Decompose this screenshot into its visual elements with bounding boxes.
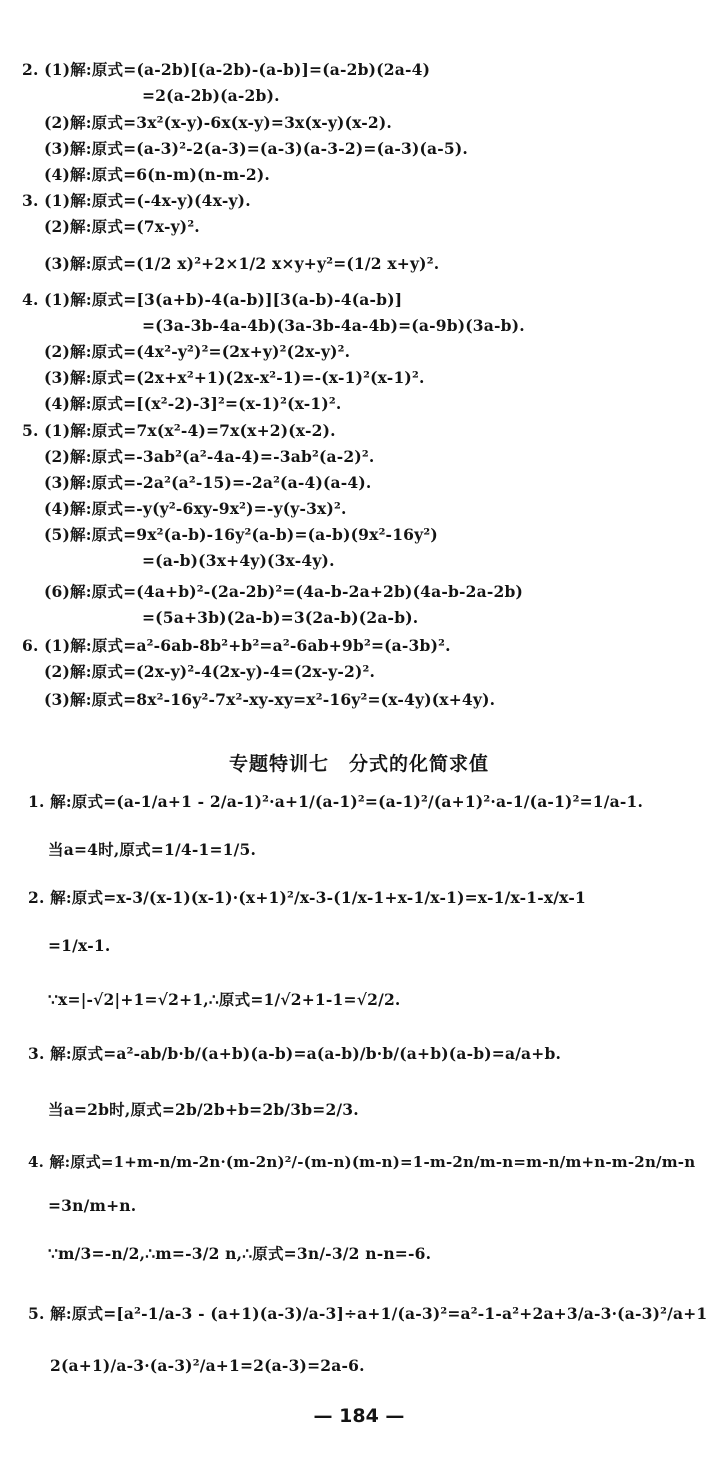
- answer-line: (3)解:原式=-2a²(a²-15)=-2a²(a-4)(a-4).: [44, 473, 372, 492]
- answer-line: =2(a-2b)(a-2b).: [142, 86, 280, 105]
- answer-line: 当a=2b时,原式=2b/2b+b=2b/3b=2/3.: [48, 1100, 359, 1119]
- answer-line: (3)解:原式=8x²-16y²-7x²-xy-xy=x²-16y²=(x-4y)(x+4y).: [44, 690, 496, 709]
- answer-line: (3)解:原式=(a-3)²-2(a-3)=(a-3)(a-3-2)=(a-3)(a-5).: [44, 139, 469, 158]
- answer-line: (3)解:原式=(2x+x²+1)(2x-x²-1)=-(x-1)²(x-1)².: [44, 368, 425, 387]
- answer-line: 3. 解:原式=a²-ab/b·b/(a+b)(a-b)=a(a-b)/b·b/(a+b)(a-b)=a/a+b.: [28, 1044, 562, 1063]
- answer-line: (2)解:原式=3x²(x-y)-6x(x-y)=3x(x-y)(x-2).: [44, 113, 393, 132]
- answer-line: =(a-b)(3x+4y)(3x-4y).: [142, 551, 335, 570]
- answer-line: 4. (1)解:原式=[3(a+b)-4(a-b)][3(a-b)-4(a-b)]: [22, 290, 403, 309]
- section-title: 专题特训七 分式的化简求值: [228, 753, 489, 775]
- answer-line: (5)解:原式=9x²(a-b)-16y²(a-b)=(a-b)(9x²-16y²): [44, 525, 438, 544]
- answer-line: =1/x-1.: [48, 936, 111, 955]
- answer-line: (4)解:原式=-y(y²-6xy-9x²)=-y(y-3x)².: [44, 499, 347, 518]
- answer-line: 2. 解:原式=x-3/(x-1)(x-1)·(x+1)²/x-3-(1/x-1+x-1/x-1)=x-1/x-1-x/x-1: [28, 888, 586, 907]
- page-number: — 184 —: [313, 1405, 405, 1427]
- answer-line: =3n/m+n.: [48, 1196, 137, 1215]
- answer-line: (2)解:原式=(4x²-y²)²=(2x+y)²(2x-y)².: [44, 342, 351, 361]
- answer-line: 1. 解:原式=(a-1/a+1 - 2/a-1)²·a+1/(a-1)²=(a-1)²/(a+1)²·a-1/(a-1)²=1/a-1.: [28, 792, 644, 811]
- answer-line: 5. (1)解:原式=7x(x²-4)=7x(x+2)(x-2).: [22, 421, 336, 440]
- answer-line: (4)解:原式=6(n-m)(n-m-2).: [44, 165, 271, 184]
- answer-line: 3. (1)解:原式=(-4x-y)(4x-y).: [22, 191, 251, 210]
- answer-line: (2)解:原式=-3ab²(a²-4a-4)=-3ab²(a-2)².: [44, 447, 375, 466]
- answer-line: (2)解:原式=(2x-y)²-4(2x-y)-4=(2x-y-2)².: [44, 662, 376, 681]
- answer-line: 5. 解:原式=[a²-1/a-3 - (a+1)(a-3)/a-3]÷a+1/(a-3)²=a²-1-a²+2a+3/a-3·(a-3)²/a+1: [28, 1304, 708, 1323]
- answer-line: =(5a+3b)(2a-b)=3(2a-b)(2a-b).: [142, 608, 419, 627]
- answer-line: (3)解:原式=(1/2 x)²+2×1/2 x×y+y²=(1/2 x+y)².: [44, 254, 440, 273]
- answer-line: 6. (1)解:原式=a²-6ab-8b²+b²=a²-6ab+9b²=(a-3b)².: [22, 636, 451, 655]
- answer-line: 4. 解:原式=1+m-n/m-2n·(m-2n)²/-(m-n)(m-n)=1-m-2n/m-n=m-n/m+n-m-2n/m-n: [28, 1153, 696, 1171]
- answer-line: ∵m/3=-n/2,∴m=-3/2 n,∴原式=3n/-3/2 n-n=-6.: [48, 1244, 432, 1263]
- answer-line: (6)解:原式=(4a+b)²-(2a-2b)²=(4a-b-2a+2b)(4a-b-2a-2b): [44, 582, 524, 601]
- answer-line: 当a=4时,原式=1/4-1=1/5.: [48, 840, 257, 859]
- answer-line: 2. (1)解:原式=(a-2b)[(a-2b)-(a-b)]=(a-2b)(2a-4): [22, 60, 431, 79]
- answer-line: 2(a+1)/a-3·(a-3)²/a+1=2(a-3)=2a-6.: [50, 1356, 365, 1375]
- answer-line: ∵x=|-√2|+1=√2+1,∴原式=1/√2+1-1=√2/2.: [48, 990, 401, 1009]
- answer-line: (4)解:原式=[(x²-2)-3]²=(x-1)²(x-1)².: [44, 394, 342, 413]
- answer-line: (2)解:原式=(7x-y)².: [44, 217, 200, 236]
- answer-line: =(3a-3b-4a-4b)(3a-3b-4a-4b)=(a-9b)(3a-b).: [142, 316, 525, 335]
